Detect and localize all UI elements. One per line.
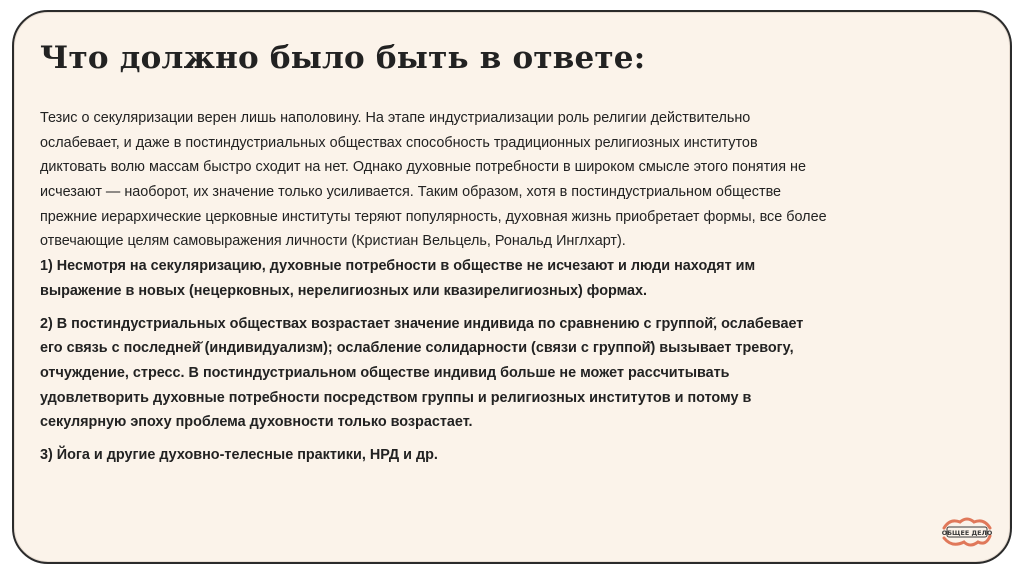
logo-text: ОБЩЕЕ ДЕЛО — [941, 529, 993, 537]
point-3-line: 3) Йога и другие духовно-телесные практики, НРД и др. — [40, 446, 438, 463]
paragraph-line: Тезис о секуляризации верен лишь наполовину. На этапе индустриализации роль религии действительно — [40, 110, 751, 126]
point-1-line: выражение в новых (нецерковных, нерелигиозных или квазирелигиозных) формах. — [40, 282, 648, 299]
paragraph-line: диктовать волю массам быстро сходит на нет. Однако духовные потребности в широком смысле этого понятия не — [40, 159, 806, 176]
paragraph-line: ослабевает, и даже в постиндустриальных обществах способность традиционных религиозных институтов — [40, 134, 758, 151]
point-2-line: удовлетворить духовные потребности посредством группы и религиозных институтов и потому в — [40, 389, 752, 406]
point-2-line: отчуждение, стресс. В постиндустриальном обществе индивид больше не может рассчитывать — [40, 364, 730, 381]
paragraph-line: исчезают — наоборот, их значение только усиливается. Таким образом, хотя в постиндустриальном обществе — [40, 184, 782, 201]
slide-body — [40, 106, 970, 468]
slide-title: Что должно было быть в ответе: — [40, 40, 646, 76]
paragraph-line: прежние иерархические церковные институты теряют популярность, духовная жизнь приобретает формы, все более — [40, 208, 827, 225]
spacer — [40, 435, 970, 443]
paragraph-line: отвечающие целям самовыражения личности (Кристиан Вельцель, Рональд Инглхарт). — [40, 233, 626, 250]
point-1-line: 1) Несмотря на секуляризацию, духовные потребности в обществе не исчезают и люди находят им — [40, 258, 756, 275]
point-2-line: секулярную эпоху проблема духовности только возрастает. — [40, 414, 473, 431]
obshchee-delo-logo-icon — [940, 514, 994, 550]
point-2-line: его связь с последней̆ (индивидуализм); ослабление солидарности (связи с группой̆) вызывает тревогу, — [40, 340, 794, 357]
spacer — [40, 304, 970, 312]
slide-frame — [12, 10, 1012, 564]
point-2-line: 2) В постиндустриальных обществах возрастает значение индивида по сравнению с группой̆, ослабевает — [40, 315, 804, 332]
